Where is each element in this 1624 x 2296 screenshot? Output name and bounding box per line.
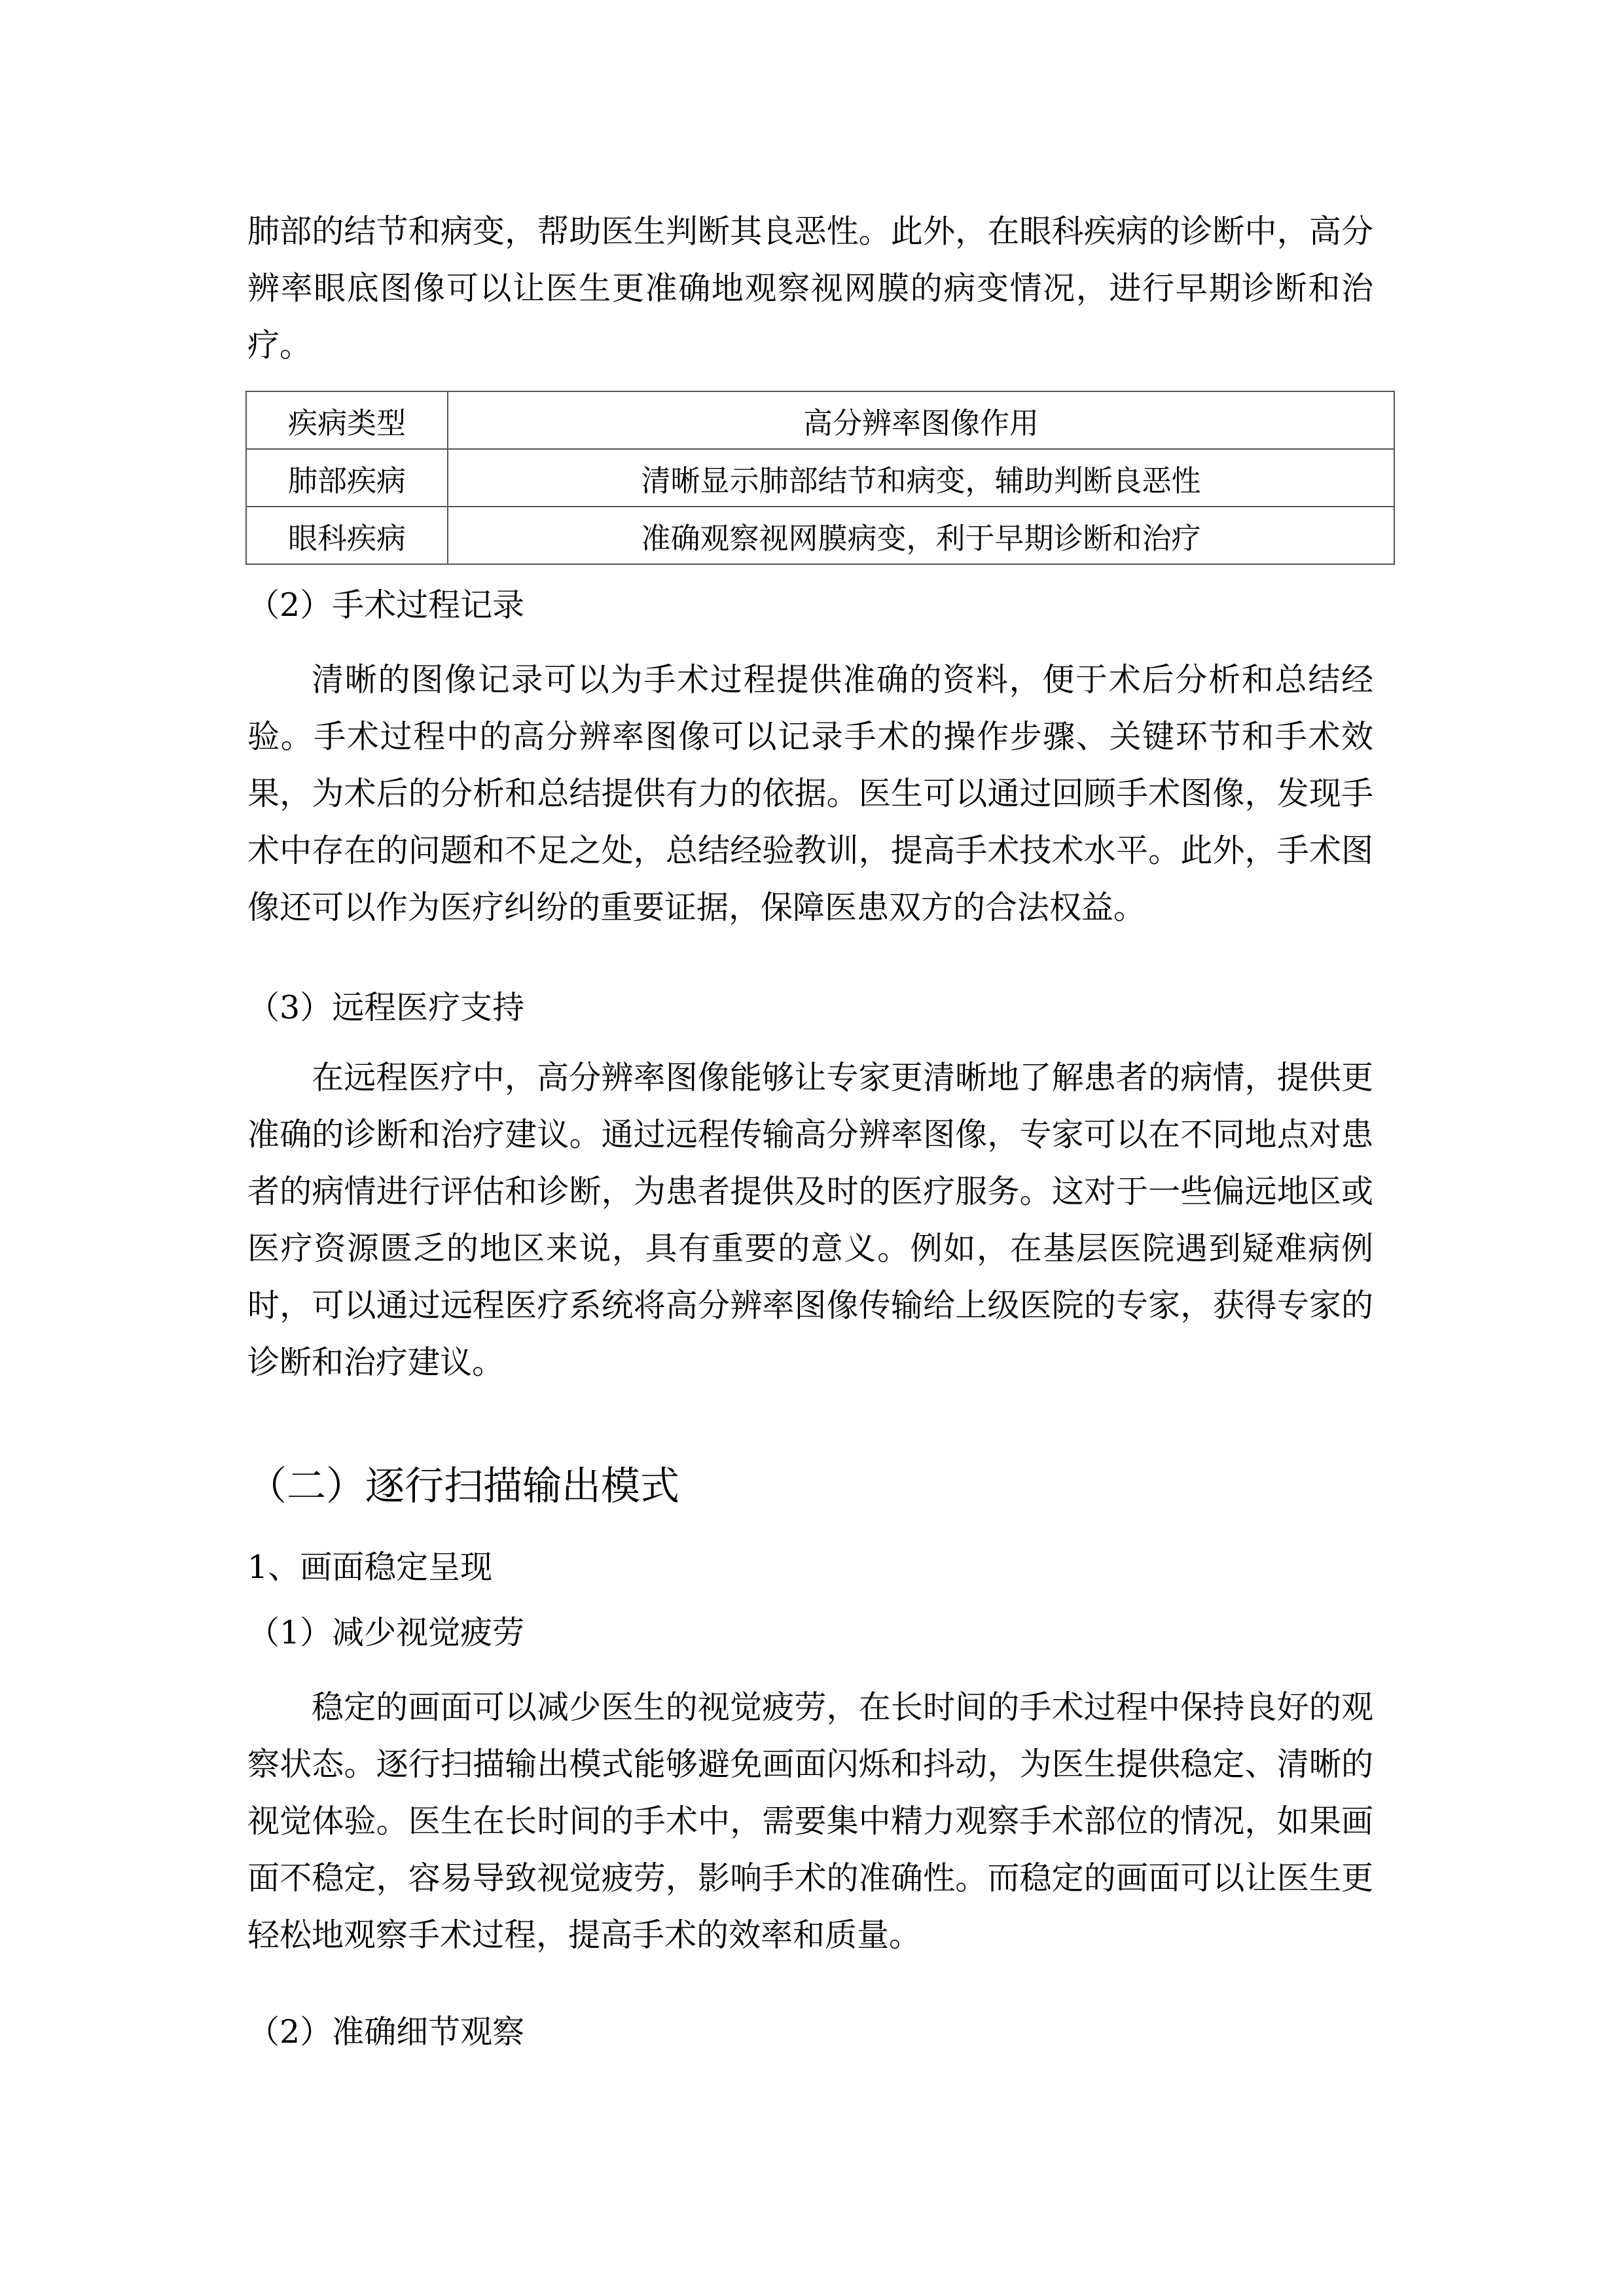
table-header-cell: 疾病类型 (246, 391, 448, 449)
detail-observation-heading: （2）准确细节观察 (247, 2013, 525, 2051)
table-cell: 清晰显示肺部结节和病变，辅助判断良恶性 (448, 449, 1394, 507)
intro-paragraph: 肺部的结节和病变，帮助医生判断其良恶性。此外，在眼科疾病的诊断中，高分辨率眼底图像可以让医生更准确地观察视网膜的病变情况，进行早期诊断和治疗。 (247, 213, 1373, 364)
table-header-row (246, 391, 1394, 449)
table-row (246, 507, 1394, 564)
chapter-heading: （二）逐行扫描输出模式 (247, 1463, 679, 1509)
remote-medical-paragraph: 在远程医疗中，高分辨率图像能够让专家更清晰地了解患者的病情，提供更准确的诊断和治疗建议。通过远程传输高分辨率图像，专家可以在不同地点对患者的病情进行评估和诊断，为患者提供及时的医疗服务。这对于一些偏远地区或医疗资源匮乏的地区来说，具有重要的意义。例如，在基层医院遇到疑难病例时，可以通过远程医疗系统将高分辨率图像传输给上级医院的专家，获得专家的诊断和治疗建议。 (247, 1059, 1373, 1381)
surgery-record-paragraph: 清晰的图像记录可以为手术过程提供准确的资料，便于术后分析和总结经验。手术过程中的高分辨率图像可以记录手术的操作步骤、关键环节和手术效果，为术后的分析和总结提供有力的依据。医生可以通过回顾手术图像，发现手术中存在的问题和不足之处，总结经验教训，提高手术技术水平。此外，手术图像还可以作为医疗纠纷的重要证据，保障医患双方的合法权益。 (247, 661, 1373, 926)
visual-fatigue-heading: （1）减少视觉疲劳 (247, 1614, 525, 1651)
disease-imaging-table (245, 391, 1395, 565)
remote-medical-heading: （3）远程医疗支持 (247, 989, 525, 1026)
table-header-cell: 高分辨率图像作用 (448, 391, 1394, 449)
table-row (246, 449, 1394, 507)
table-cell: 眼科疾病 (246, 507, 448, 564)
visual-fatigue-paragraph: 稳定的画面可以减少医生的视觉疲劳，在长时间的手术过程中保持良好的观察状态。逐行扫描输出模式能够避免画面闪烁和抖动，为医生提供稳定、清晰的视觉体验。医生在长时间的手术中，需要集中精力观察手术部位的情况，如果画面不稳定，容易导致视觉疲劳，影响手术的准确性。而稳定的画面可以让医生更轻松地观察手术过程，提高手术的效率和质量。 (247, 1689, 1373, 1954)
table-cell: 肺部疾病 (246, 449, 448, 507)
surgery-record-heading: （2）手术过程记录 (247, 586, 525, 624)
subsection-heading: 1、画面稳定呈现 (247, 1549, 493, 1586)
table-cell: 准确观察视网膜病变，利于早期诊断和治疗 (448, 507, 1394, 564)
